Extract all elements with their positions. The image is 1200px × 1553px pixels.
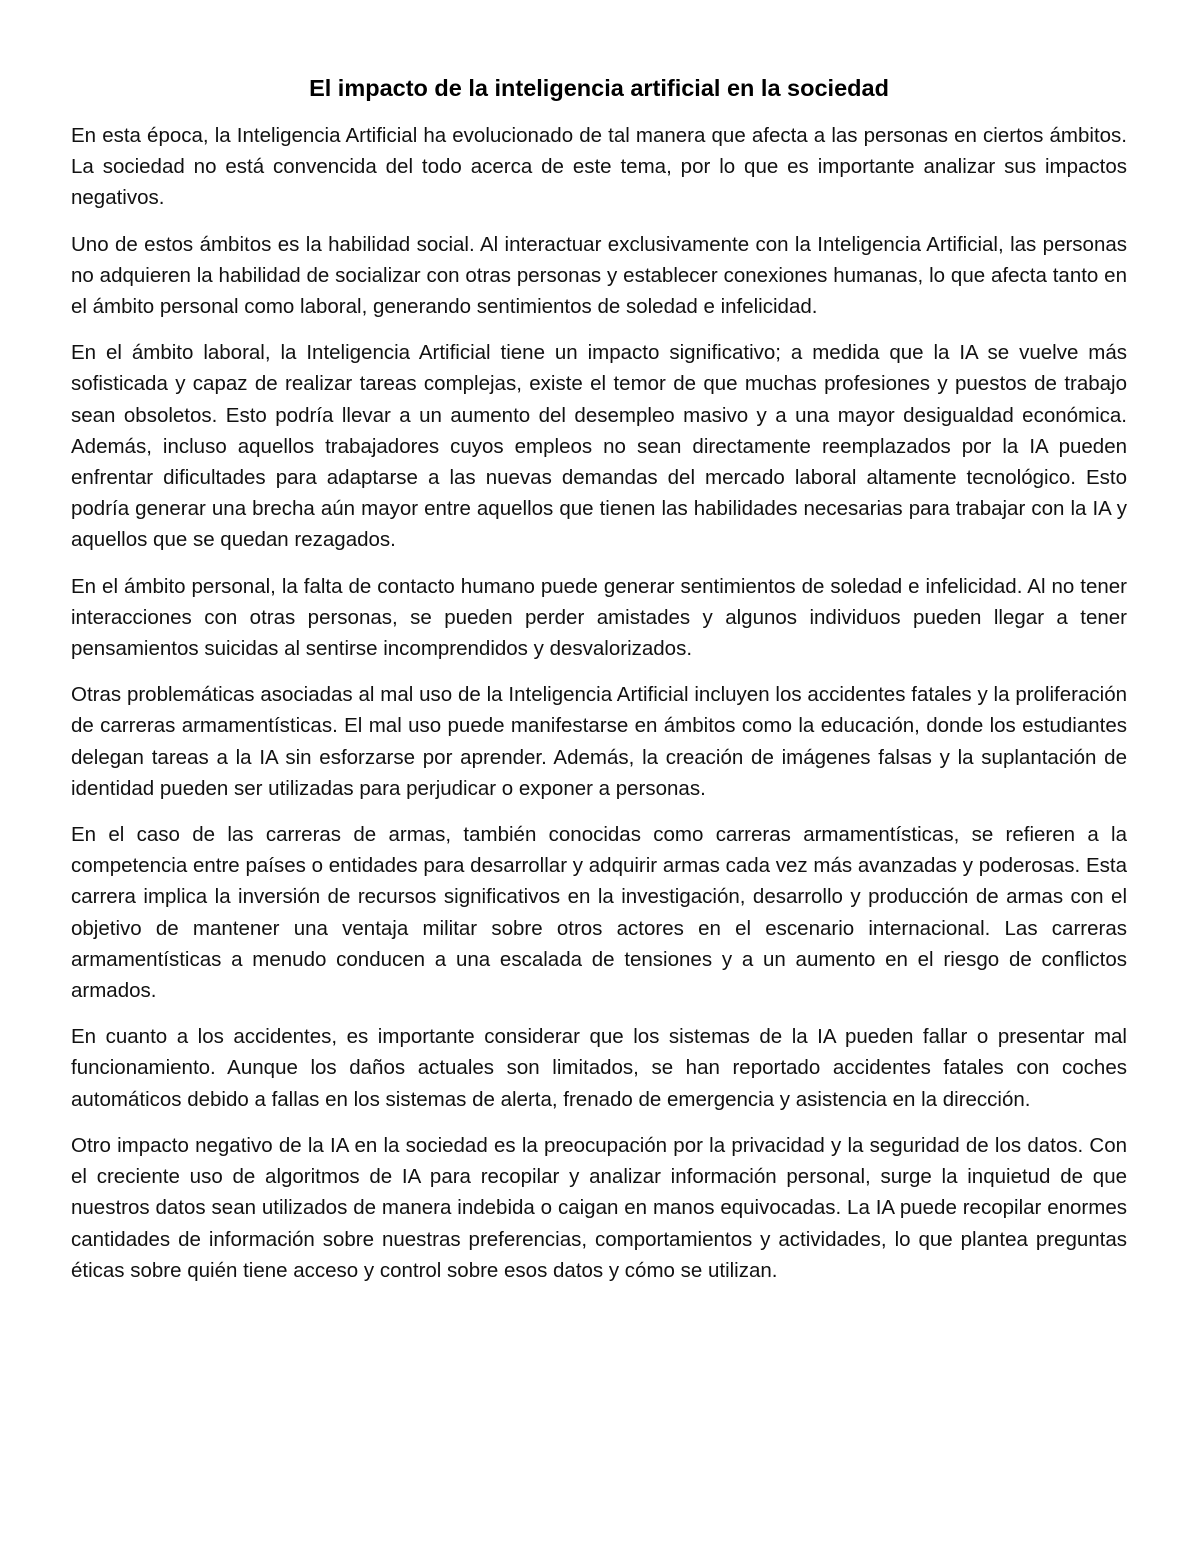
paragraph-accidents: En cuanto a los accidentes, es importante considerar que los sistemas de la IA pueden fallar o presentar mal funcionamiento. Aunque los daños actuales son limitados, se han reportado accidentes fatales con coches automáticos debido a fallas en los sistemas de alerta, frenado de emergencia y asistencia en la dirección.	[71, 1025, 1127, 1111]
paragraph-privacy: Otro impacto negativo de la IA en la sociedad es la preocupación por la privacidad y la seguridad de los datos. Con el creciente uso de algoritmos de IA para recopilar y analizar información personal, surge la inquietud de que nuestros datos sean utilizados de manera indebida o caigan en manos equivocadas. La IA puede recopilar enormes cantidades de información sobre nuestras preferencias, comportamientos y actividades, lo que plantea preguntas éticas sobre quién tiene acceso y control sobre esos datos y cómo se utilizan.	[71, 1133, 1127, 1282]
paragraph-misuse: Otras problemáticas asociadas al mal uso de la Inteligencia Artificial incluyen los accidentes fatales y la proliferación de carreras armamentísticas. El mal uso puede manifestarse en ámbitos como la educación, donde los estudiantes delegan tareas a la IA sin esforzarse por aprender. Además, la creación de imágenes falsas y la suplantación de identidad pueden ser utilizadas para perjudicar o exponer a personas.	[71, 683, 1127, 800]
paragraph-personal: En el ámbito personal, la falta de contacto humano puede generar sentimientos de soledad e infelicidad. Al no tener interacciones con otras personas, se pueden perder amistades y algunos individuos pueden llegar a tener pensamientos suicidas al sentirse incomprendidos y desvalorizados.	[71, 574, 1127, 661]
document-title: El impacto de la inteligencia artificial en la sociedad	[309, 75, 889, 101]
document-body	[71, 70, 1127, 1301]
paragraph-labor: En el ámbito laboral, la Inteligencia Artificial tiene un impacto significativo; a medida que la IA se vuelve más sofisticada y capaz de realizar tareas complejas, existe el temor de que muchas profesiones y puestos de trabajo sean obsoletos. Esto podría llevar a un aumento del desempleo masivo y a una mayor desigualdad económica. Además, incluso aquellos trabajadores cuyos empleos no sean directamente reemplazados por la IA pueden enfrentar dificultades para adaptarse a las nuevas demandas del mercado laboral altamente tecnológico. Esto podría generar una brecha aún mayor entre aquellos que tienen las habilidades necesarias para trabajar con la IA y aquellos que se quedan rezagados.	[71, 341, 1127, 552]
paragraph-intro: En esta época, la Inteligencia Artificial ha evolucionado de tal manera que afecta a las personas en ciertos ámbitos. La sociedad no está convencida del todo acerca de este tema, por lo que es importante analizar sus impactos negativos.	[71, 124, 1127, 210]
paragraph-social-skills: Uno de estos ámbitos es la habilidad social. Al interactuar exclusivamente con la Inteligencia Artificial, las personas no adquieren la habilidad de socializar con otras personas y establecer conexiones humanas, lo que afecta tanto en el ámbito personal como laboral, generando sentimientos de soledad e infelicidad.	[71, 232, 1127, 319]
paragraph-arms-race: En el caso de las carreras de armas, también conocidas como carreras armamentísticas, se refieren a la competencia entre países o entidades para desarrollar y adquirir armas cada vez más avanzadas y poderosas. Esta carrera implica la inversión de recursos significativos en la investigación, desarrollo y producción de armas con el objetivo de mantener una ventaja militar sobre otros actores en el escenario internacional. Las carreras armamentísticas a menudo conducen a una escalada de tensiones y a un aumento en el riesgo de conflictos armados.	[71, 823, 1127, 1003]
